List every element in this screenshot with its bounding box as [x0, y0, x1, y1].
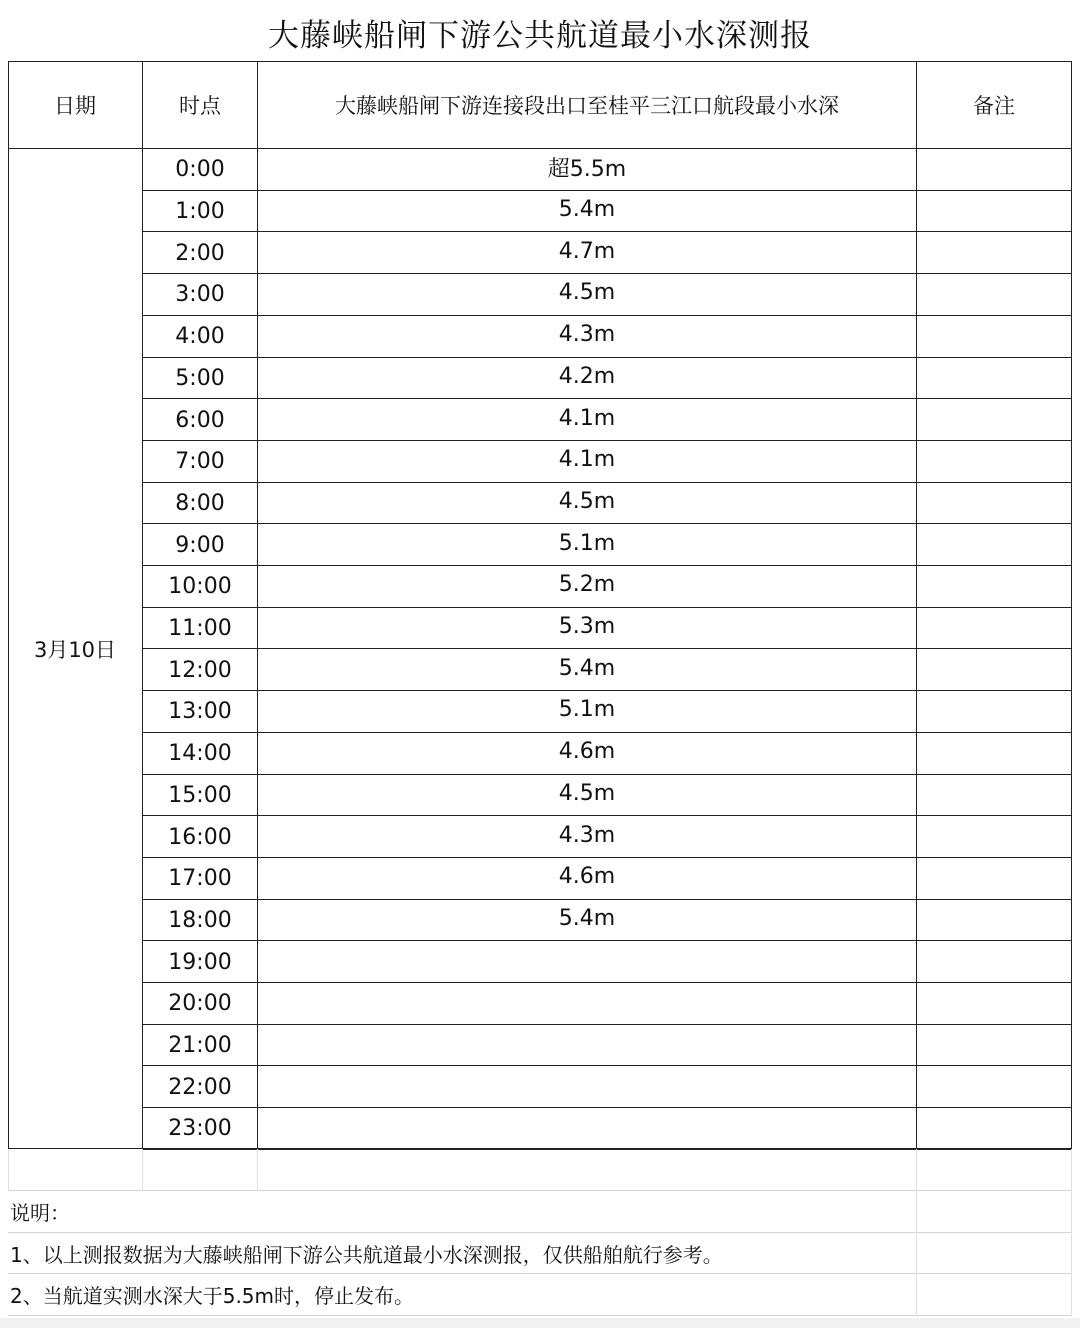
row-divider [143, 1024, 1072, 1025]
depth-cell: 5.4m [558, 655, 616, 681]
time-cell: 19:00 [168, 949, 232, 975]
depth-cell: 4.6m [558, 864, 616, 890]
date-cell: 3月10日 [33, 637, 117, 662]
depth-cell [258, 1064, 916, 1106]
row-divider [143, 1107, 1072, 1108]
row-divider [143, 774, 1072, 775]
depth-cell: 5.2m [558, 572, 616, 598]
row-divider [143, 190, 1072, 191]
time-cell: 20:00 [168, 991, 232, 1017]
depth-cell: 5.1m [558, 697, 616, 723]
time-cell: 23:00 [168, 1116, 232, 1142]
depth-cell: 5.3m [558, 614, 616, 640]
depth-cell: 4.3m [558, 822, 616, 848]
remark-cell [917, 483, 1071, 525]
depth-cell [258, 1106, 916, 1148]
remark-cell [917, 816, 1071, 858]
note-item-2: 2、当航道实测水深大于5.5m时，停止发布。 [10, 1283, 415, 1308]
notes-label: 说明： [10, 1200, 70, 1225]
row-divider [143, 982, 1072, 983]
depth-cell [258, 981, 916, 1023]
depth-cell [258, 939, 916, 981]
remark-cell [917, 983, 1071, 1025]
time-cell: 21:00 [168, 1033, 232, 1059]
row-divider [143, 1065, 1072, 1066]
row-divider [143, 1149, 1072, 1150]
remark-cell [917, 232, 1071, 274]
depth-cell: 5.1m [558, 530, 616, 556]
remark-cell [917, 941, 1071, 983]
remark-cell [917, 858, 1071, 900]
time-cell: 7:00 [175, 449, 225, 475]
time-cell: 17:00 [168, 866, 232, 892]
remark-cell [917, 1066, 1071, 1108]
report-title: 大藤峡船闸下游公共航道最小水深测报 [268, 17, 812, 54]
time-cell: 10:00 [168, 574, 232, 600]
row-divider [143, 315, 1072, 316]
time-cell: 16:00 [168, 824, 232, 850]
column-divider [142, 61, 143, 1149]
row-divider [143, 398, 1072, 399]
note-item-1: 1、以上测报数据为大藤峡船闸下游公共航道最小水深测报，仅供船舶航行参考。 [10, 1242, 723, 1267]
depth-cell: 4.6m [558, 739, 616, 765]
table-top-border [8, 61, 1072, 62]
remark-cell [917, 316, 1071, 358]
time-cell: 2:00 [175, 240, 225, 266]
row-divider [143, 732, 1072, 733]
remark-cell [917, 775, 1071, 817]
time-cell: 15:00 [168, 782, 232, 808]
row-divider [143, 607, 1072, 608]
remark-cell [917, 733, 1071, 775]
row-divider [143, 231, 1072, 232]
time-cell: 11:00 [168, 616, 232, 642]
row-divider [143, 648, 1072, 649]
faint-row-divider [8, 1190, 1072, 1191]
faint-column-divider [257, 1149, 258, 1191]
remark-cell [917, 566, 1071, 608]
column-divider [916, 61, 917, 1149]
time-cell: 6:00 [175, 407, 225, 433]
remark-cell [917, 608, 1071, 650]
depth-cell [258, 1023, 916, 1065]
remark-cell [917, 274, 1071, 316]
remark-cell [917, 441, 1071, 483]
remark-cell [917, 524, 1071, 566]
column-divider [257, 61, 258, 1149]
remark-cell [917, 191, 1071, 233]
row-divider [143, 565, 1072, 566]
remark-cell [917, 1108, 1071, 1150]
row-divider [143, 940, 1072, 941]
faint-column-divider [142, 1149, 143, 1191]
time-cell: 14:00 [168, 741, 232, 767]
faint-column-divider [1071, 1149, 1072, 1316]
remark-cell [917, 358, 1071, 400]
row-divider [143, 815, 1072, 816]
row-divider [143, 857, 1072, 858]
time-cell: 5:00 [175, 365, 225, 391]
time-cell: 3:00 [175, 282, 225, 308]
time-cell: 0:00 [175, 157, 225, 183]
table-bottom-border [8, 1148, 1072, 1149]
depth-cell: 5.4m [558, 905, 616, 931]
row-divider [143, 482, 1072, 483]
remark-cell [917, 691, 1071, 733]
remark-cell [917, 900, 1071, 942]
time-cell: 1:00 [175, 199, 225, 225]
depth-cell: 4.5m [558, 780, 616, 806]
row-divider [143, 440, 1072, 441]
header-min-depth: 大藤峡船闸下游连接段出口至桂平三江口航段最小水深 [335, 94, 839, 118]
header-bottom-border [8, 148, 1072, 149]
depth-cell: 4.1m [558, 405, 616, 431]
depth-cell: 4.5m [558, 488, 616, 514]
time-cell: 12:00 [168, 657, 232, 683]
header-remark: 备注 [973, 94, 1015, 118]
remark-cell [917, 1025, 1071, 1067]
row-divider [143, 273, 1072, 274]
remark-cell [917, 149, 1071, 191]
row-divider [143, 357, 1072, 358]
remark-cell [917, 399, 1071, 441]
time-cell: 13:00 [168, 699, 232, 725]
depth-cell: 4.5m [558, 280, 616, 306]
faint-column-divider [8, 1149, 9, 1191]
row-divider [143, 899, 1072, 900]
depth-cell: 4.1m [558, 447, 616, 473]
time-cell: 4:00 [175, 324, 225, 350]
row-divider [143, 690, 1072, 691]
depth-cell: 4.3m [558, 322, 616, 348]
column-divider [1071, 61, 1072, 1149]
depth-cell: 超5.5m [547, 157, 627, 183]
header-date: 日期 [54, 94, 96, 118]
time-cell: 22:00 [168, 1074, 232, 1100]
depth-cell: 4.7m [558, 238, 616, 264]
bottom-strip [0, 1318, 1080, 1328]
faint-row-divider [8, 1315, 1072, 1316]
depth-cell: 4.2m [558, 363, 616, 389]
time-cell: 9:00 [175, 532, 225, 558]
time-cell: 18:00 [168, 907, 232, 933]
faint-column-divider [916, 1149, 917, 1316]
column-divider [8, 61, 9, 1149]
depth-cell: 5.4m [558, 197, 616, 223]
header-time: 时点 [179, 94, 221, 118]
remark-cell [917, 649, 1071, 691]
time-cell: 8:00 [175, 490, 225, 516]
row-divider [143, 523, 1072, 524]
